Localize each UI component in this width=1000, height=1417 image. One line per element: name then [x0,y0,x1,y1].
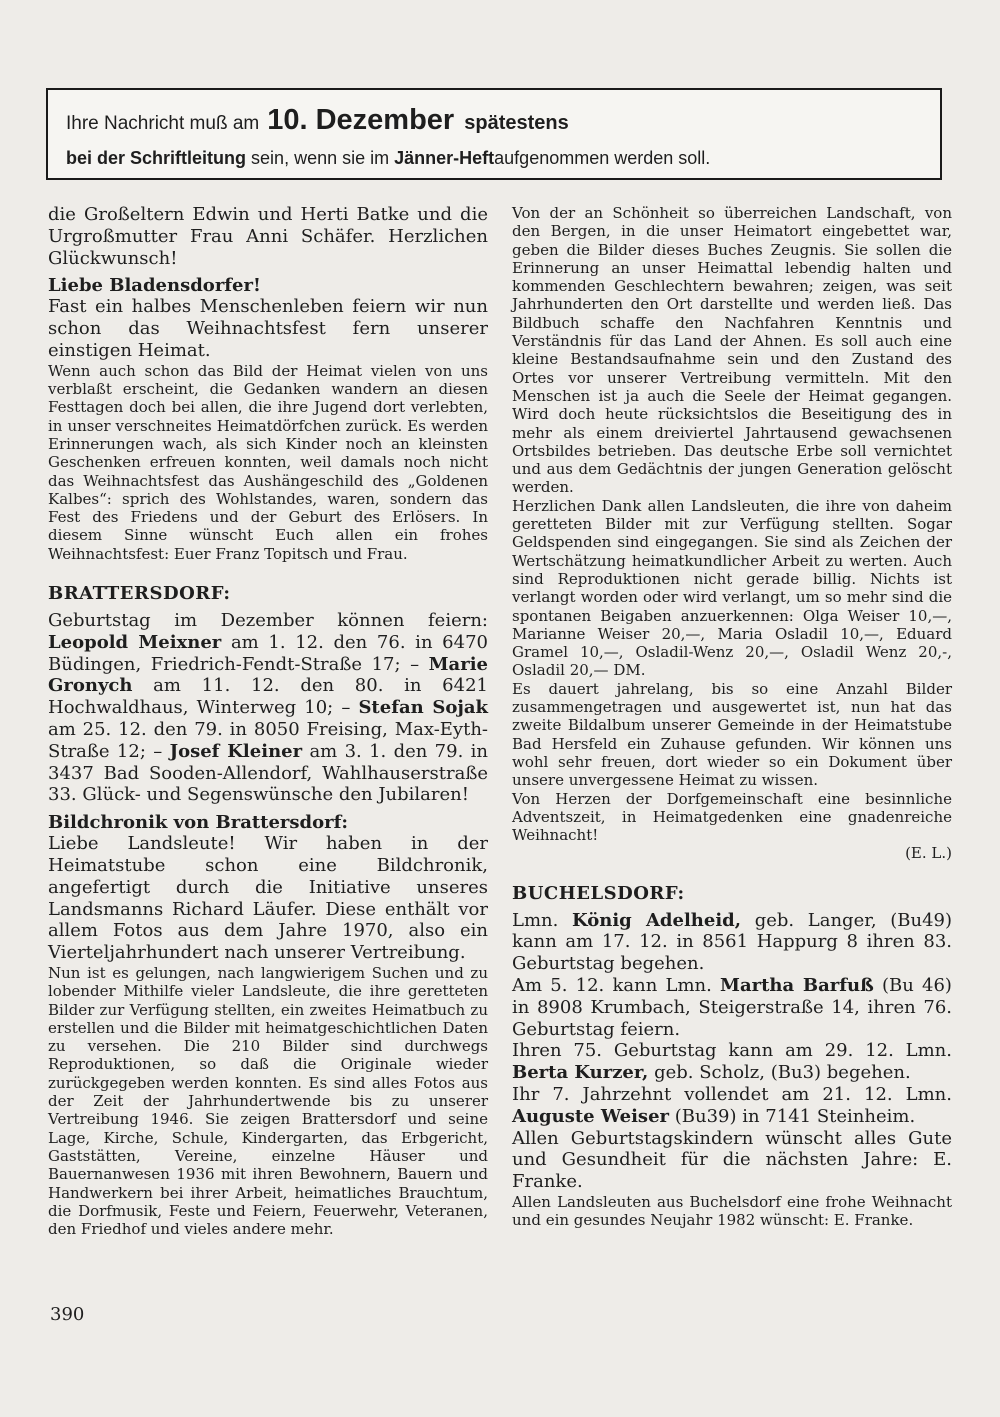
birthday-name: Berta Kurzer, [512,1062,649,1084]
entry-text: Ihren 75. Geburtstag kann am 29. 12. Lmn. [512,1040,952,1062]
entry-text: Ihr 7. Jahrzehnt vollendet am 21. 12. Lmn. [512,1084,952,1106]
birthday-text: am 25. 12. den 79. in 8050 Freising, Max-Eyth-Straße 12; – [48,719,488,762]
landscape-paragraph: Von der an Schönheit so überreichen Landschaft, von den Bergen, in die unser Heimatort eingebettet war, geben die Bilder dieses Buches Zeugnis. Sie sollen die Erinnerung an unser Heimattal lebendig halten und kommenden Geschlechtern bewahren; zeigen, was seit Jahrhunderten den Ort darstellte und werden ließ. Das Bildbuch schaffe den Nachfahren Kenntnis und Verständnis für das Land der Ahnen. Es soll auch eine kleine Bestandsaufnahme sein und den Zustand des Ortes vor unserer Vertreibung vermitteln. Mit den Menschen ist ja auch die Seele der Heimat gegangen. Wird doch heute rücksichtslos die Beseitigung des in mehr als einem dreiviertel Jahrtausend gewachsenen Ortsbildes betrieben. Das deutsche Erbe soll vernichtet und aus dem Gedächtnis der jungen Generation gelöscht werden. [512,204,952,497]
right-column [512,204,952,1230]
entry-text: (Bu 46) in 8908 Krumbach, Steigerstraße 14, ihren 76. Geburtstag feiern. [512,975,952,1040]
notice-middle: sein, wenn sie im [251,148,390,168]
greeting-heading: Liebe Bladensdorfer! [48,275,261,297]
entry-text: geb. Scholz, (Bu3) begehen. [654,1062,911,1084]
birthday-name: König Adelheid, [572,909,742,931]
birthday-entry [512,910,952,975]
entry-text: (Bu39) in 7141 Steinheim. [674,1105,916,1127]
entry-text: Am 5. 12. kann Lmn. [512,975,712,997]
birthday-name: Martha Barfuß [720,975,874,997]
notice-issue: Jänner-Heft [394,148,495,168]
greeting-body: Wenn auch schon das Bild der Heimat vielen von uns verblaßt erscheint, die Gedanken wandern an diesen Festtagen doch bei allen, die ihre Jugend dort verlebten, in unser verschneites Heimatdörfchen zurück. Es werden Erinnerungen wach, als sich Kinder noch an kleinsten Geschenken erfreuen konnten, weil damals noch nicht das Weihnachtsfest das Aushängeschild des „Goldenen Kalbes“: sprich des Wohlstandes, waren, sondern das Fest des Friedens und der Geburt des Erlösers. In diesem Sinne wünscht Euch allen ein frohes Weihnachtsfest: Euer Franz Topitsch und Frau. [48,361,488,563]
birthday-entry [512,1040,952,1084]
birthday-name: Leopold Meixner [48,631,222,653]
birthday-text: am 1. 12. den 76. in 6470 Büdingen, Friedrich-Fendt-Straße 17; – [48,631,488,675]
birthday-name: Marie Gronych [48,653,488,697]
birthday-name: Stefan Sojak [358,697,488,719]
notice-date: 10. Dezember [267,104,455,136]
chronicle-lead: Liebe Landsleute! Wir haben in der Heimatstube schon eine Bildchronik, angefertigt durch die Initiative unseres Landsmanns Richard Läufer. Diese enthält vor allem Fotos aus dem Jahre 1970, also ein Vierteljahrhundert nach unserer Vertreibung. [48,833,488,964]
birthday-name: Auguste Weiser [512,1105,669,1127]
birthday-intro: Geburtstag im Dezember können feiern: [48,610,488,632]
birthday-entry [512,975,952,1040]
birthday-text: am 11. 12. den 80. in 6421 Hochwaldhaus, Winterweg 10; – [48,675,488,719]
notice-line-1 [66,104,569,137]
notice-deadline: spätestens [464,112,569,134]
birthday-name: Josef Kleiner [169,740,303,762]
album-paragraph: Es dauert jahrelang, bis so eine Anzahl Bilder zusammengetragen und ausgewertet ist, nun hat das zweite Bildalbum unserer Gemeinde in der Heimatstube Bad Hersfeld ein Zuhause gefunden. Wir können uns wohl sehr freuen, dort wieder so ein Dokument über unsere unvergessene Heimat zu wissen. [512,679,952,790]
entry-text: geb. Langer, (Bu49) kann am 17. 12. in 8561 Happurg 8 ihren 83. Geburtstag begehen. [512,909,952,975]
birthday-paragraph [48,610,488,806]
birthday-text: am 3. 1. den 79. in 3437 Bad Sooden-Allendorf, Wahlhauserstraße 33. Glück- und Segenswünsche den Jubilaren! [48,740,488,806]
entry-text: Lmn. [512,909,559,931]
notice-prefix: Ihre Nachricht muß am [66,113,260,134]
deadline-notice-box [46,88,942,180]
left-column [48,204,488,1238]
brattersdorf-heading: BRATTERSDORF: [48,583,231,605]
buchelsdorf-heading: BUCHELSDORF: [512,882,685,904]
notice-dept: bei der Schriftleitung [66,148,247,168]
notice-suffix: aufgenommen werden soll. [494,148,711,168]
thanks-paragraph: Herzlichen Dank allen Landsleuten, die ihre von daheim geretteten Bilder mit zur Verfügung stellten. Sogar Geldspenden sind eingegangen. Sie sind als Zeichen der Wertschätzung heimatkundlicher Arbeit zu werten. Auch sind Reproduktionen nicht gerade billig. Nichts ist verlangt worden oder wird verlangt, um so mehr sind die spontanen Beigaben anzuerkennen: Olga Weiser 10,—, Marianne Weiser 20,—, Maria Osladil 10,—, Eduard Gramel 10,—, Osladil-Wenz 20,—, Osladil Wenz 20,-, Osladil 20,— DM. [512,496,952,680]
page-number: 390 [50,1304,85,1325]
intro-paragraph: die Großeltern Edwin und Herti Batke und die Urgroßmutter Frau Anni Schäfer. Herzlichen Glückwunsch! [48,204,488,269]
notice-line-2 [66,148,710,169]
closing-paragraph: Allen Landsleuten aus Buchelsdorf eine frohe Weihnacht und ein gesundes Neujahr 1982 wünscht: E. Franke. [512,1193,952,1230]
chronicle-heading: Bildchronik von Brattersdorf: [48,812,349,834]
chronicle-body: Nun ist es gelungen, nach langwierigem Suchen und zu lobender Mithilfe vieler Landsleute, die ihre geretteten Bilder zur Verfügung stellten, ein zweites Heimatbuch zu erstellen und die Bilder mit heimatgeschichtlichen Daten zu versehen. Die 210 Bilder sind durchwegs Reproduktionen, so daß die Originale wieder zurückgegeben werden konnten. Es sind alles Fotos aus der Zeit der Jahrhundertwende bis zu unserer Vertreibung 1946. Sie zeigen Brattersdorf und seine Lage, Kirche, Schule, Kindergarten, das Erbgericht, Gaststätten, Vereine, einzelne Häuser und Bauernanwesen 1936 mit ihren Bewohnern, Bauern und Handwerkern bei ihrer Arbeit, heimatliches Brauchtum, die Dorfmusik, Feste und Feiern, Feuerwehr, Veteranen, den Friedhof und vieles andere mehr. [48,964,488,1239]
signature: (E. L.) [905,844,952,863]
greeting-lead: Fast ein halbes Menschenleben feiern wir nun schon das Weihnachtsfest fern unserer einstigen Heimat. [48,296,488,361]
advent-greeting: Von Herzen der Dorfgemeinschaft eine besinnliche Adventszeit, in Heimatgedenken eine gnadenreiche Weihnacht! [512,789,952,845]
wishes-paragraph: Allen Geburtstagskindern wünscht alles Gute und Gesundheit für die nächsten Jahre: E. Franke. [512,1127,952,1193]
birthday-entry [512,1084,952,1128]
